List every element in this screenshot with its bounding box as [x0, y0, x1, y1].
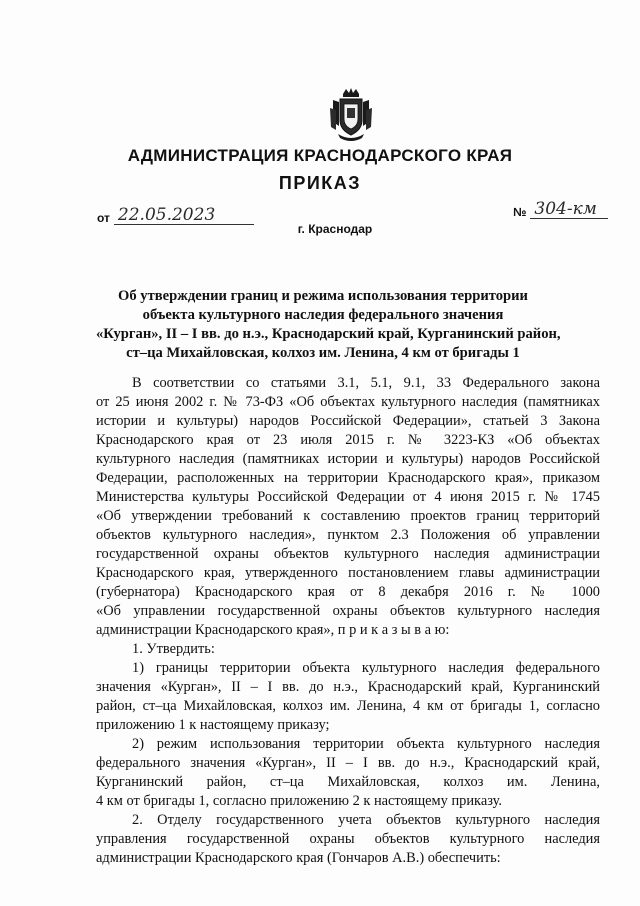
body-line: приложению 1 к настоящему приказу;: [96, 717, 330, 733]
date-label: от: [97, 211, 110, 225]
body-line: Краснодарского края, утвержденного постановлением главы администрации: [96, 565, 600, 581]
city-name: г. Краснодар: [297, 222, 373, 236]
body-line: Министерства культуры Российской Федерации от 4 июня 2015 г. № 1745: [96, 489, 600, 505]
body-line: культурного наследия (памятниках истории и культуры) народов Российской: [96, 451, 600, 467]
krasnodar-coat-of-arms-icon: [328, 86, 374, 142]
body-line: Федерации, расположенных на территории Краснодарского края», приказом: [96, 470, 600, 486]
document-heading: [96, 287, 561, 363]
body-line: значения «Курган», II – I вв. до н.э., Краснодарский край, Курганинский: [96, 679, 600, 695]
body-line: федерального значения «Курган», II – I вв. до н.э., Краснодарский край,: [96, 755, 600, 771]
heading-line: «Курган», II – I вв. до н.э., Краснодарский край, Курганинский район,: [96, 326, 561, 342]
body-line: 1) границы территории объекта культурного наследия федерального: [132, 660, 600, 676]
body-line: 1. Утвердить:: [132, 641, 215, 657]
body-line: от 25 июня 2002 г. № 73-ФЗ «Об объектах культурного наследия (памятниках: [96, 394, 600, 410]
document-body: [96, 374, 600, 868]
date-value: 22.05.2023: [114, 206, 254, 225]
body-line: объектов культурного наследия», пунктом 2.3 Положения об управлении: [96, 527, 600, 543]
body-line: администрации Краснодарского края (Гончаров А.В.) обеспечить:: [96, 850, 501, 866]
body-line: район, ст–ца Михайловская, колхоз им. Ленина, 4 км от бригады 1, согласно: [96, 698, 600, 714]
document-type: ПРИКАЗ: [278, 173, 362, 193]
heading-line: объекта культурного наследия федерального значения: [142, 307, 504, 323]
number-label: №: [513, 205, 527, 219]
body-line: 4 км от бригады 1, согласно приложению 2 к настоящему приказу.: [96, 793, 502, 809]
body-line: 2) режим использования территории объекта культурного наследия: [132, 736, 600, 752]
body-line: Краснодарского края от 23 июля 2015 г. № 3223-КЗ «Об объектах: [96, 432, 600, 448]
body-line: управления государственной охраны объектов культурного наследия: [96, 831, 600, 847]
body-line: истории и культуры) народов Российской Федерации», статьей 3 Закона: [96, 413, 600, 429]
body-line: 2. Отделу государственного учета объектов культурного наследия: [132, 812, 600, 828]
body-line: «Об утверждении требований к составлению проектов границ территорий: [96, 508, 600, 524]
number-value: 304-км: [530, 200, 608, 219]
organization-title: АДМИНИСТРАЦИЯ КРАСНОДАРСКОГО КРАЯ: [127, 146, 513, 165]
body-line: В соответствии со статьями 3.1, 5.1, 9.1, 33 Федерального закона: [132, 375, 600, 391]
number-field: [513, 200, 608, 219]
body-line: «Об управлении государственной охраны объектов культурного наследия: [96, 603, 600, 619]
body-line: государственной охраны объектов культурного наследия администрации: [96, 546, 600, 562]
body-line: (губернатора) Краснодарского края от 8 декабря 2016 г. № 1000: [96, 584, 600, 600]
body-line: Курганинский район, ст–ца Михайловская, колхоз им. Ленина,: [96, 774, 600, 790]
body-line: администрации Краснодарского края», п р и к а з ы в а ю:: [96, 622, 450, 638]
heading-line: ст–ца Михайловская, колхоз им. Ленина, 4 км от бригады 1: [126, 345, 520, 361]
heading-line: Об утверждении границ и режима использования территории: [118, 288, 528, 304]
